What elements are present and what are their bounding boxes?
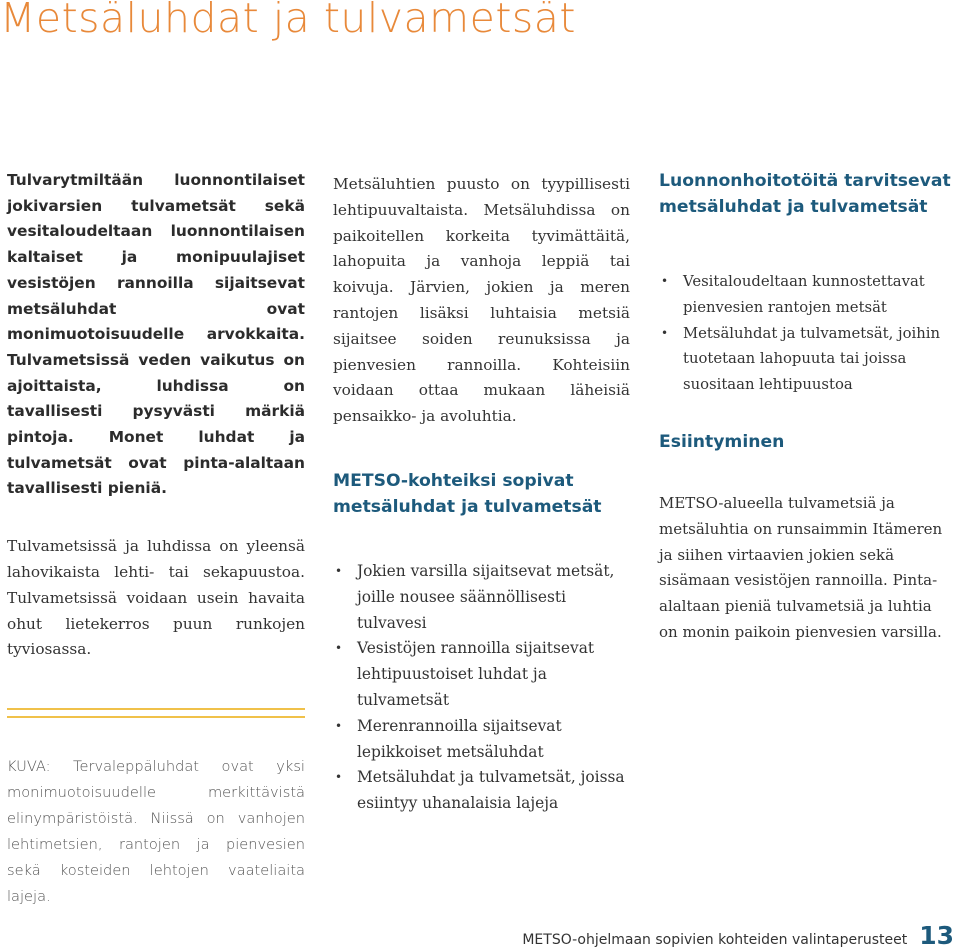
list-item: • Vesitaloudeltaan kunnostettavat pienvesien rantojen metsät <box>659 269 955 321</box>
caption-divider <box>7 708 305 718</box>
occurrence-paragraph: METSO-alueella tulvametsiä ja metsäluhtia on runsaimmin Itämeren ja siihen virtaavien jokien sekä sisämaan vesistöjen rannoilla. Pinta-alaltaan pieniä tulvametsiä ja luhtia on monin paikoin pienvesien varsilla. <box>659 493 943 641</box>
column-left <box>7 168 305 910</box>
page-number: 13 <box>919 921 954 950</box>
suitable-sites-list <box>333 559 630 817</box>
image-caption: KUVA: Tervaleppäluhdat ovat yksi monimuotoisuudelle merkittävistä elinympäristöistä. Niissä on vanhojen lehtimetsien, rantojen ja pienvesien sekä kosteiden lehtojen vaateliaita lajeja. <box>7 758 305 905</box>
section-heading-occurrence: Esiintyminen <box>659 431 785 452</box>
list-item: • Metsäluhdat ja tulvametsät, joissa esiintyy uhanalaisia lajeja <box>333 765 630 817</box>
section-heading-suitable: METSO-kohteiksi sopivat metsäluhdat ja tulvametsät <box>333 470 602 517</box>
body-paragraph: Tulvametsissä ja luhdissa on yleensä lahovikaista lehti- tai sekapuustoa. Tulvametsissä voidaan usein havaita ohut lietekerros puun runkojen tyviosassa. <box>7 537 305 659</box>
column-middle <box>333 168 630 817</box>
list-item: • Merenrannoilla sijaitsevat lepikkoiset metsäluhdat <box>333 714 630 766</box>
list-item: • Jokien varsilla sijaitsevat metsät, joille nousee säännöllisesti tulvavesi <box>333 559 630 636</box>
page-title: Metsäluhdat ja tulvametsät <box>0 0 576 42</box>
lead-paragraph: Tulvarytmiltään luonnontilaiset jokivarsien tulvametsät sekä vesitaloudeltaan luonnontilaisen kaltaiset ja monipuulajiset vesistöjen rannoilla sijaitsevat metsäluhdat ovat monimuotoisuudelle arvokkaita. Tulvametsissä veden vaikutus on ajoittaista, luhdissa on tavallisesti pysyvästi märkiä pintoja. Monet luhdat ja tulvametsät ovat pinta-alaltaan tavallisesti pieniä. <box>7 171 305 498</box>
management-sites-list <box>659 269 955 398</box>
list-item: • Vesistöjen rannoilla sijaitsevat lehtipuustoiset luhdat ja tulvametsät <box>333 636 630 713</box>
footer-title: METSO-ohjelmaan sopivien kohteiden valintaperusteet <box>522 932 908 948</box>
section-heading-management: Luonnonhoitotöitä tarvitsevat metsäluhdat ja tulvametsät <box>659 171 951 217</box>
page-footer <box>522 921 954 950</box>
body-paragraph: Metsäluhtien puusto on tyypillisesti lehtipuuvaltaista. Metsäluhdissa on paikoitellen korkeita tyvimättäitä, lahopuita ja vanhoja leppiä tai koivuja. Järvien, jokien ja meren rantojen lisäksi luhtaisia metsiä sijaitsee soiden reunuksissa ja pienvesien rannoilla. Kohteisiin voidaan ottaa mukaan läheisiä pensaikko- ja avoluhtia. <box>333 175 630 426</box>
list-item: • Metsäluhdat ja tulvametsät, joihin tuotetaan lahopuuta tai joissa suositaan lehtipuustoa <box>659 321 955 398</box>
column-right <box>659 168 955 646</box>
